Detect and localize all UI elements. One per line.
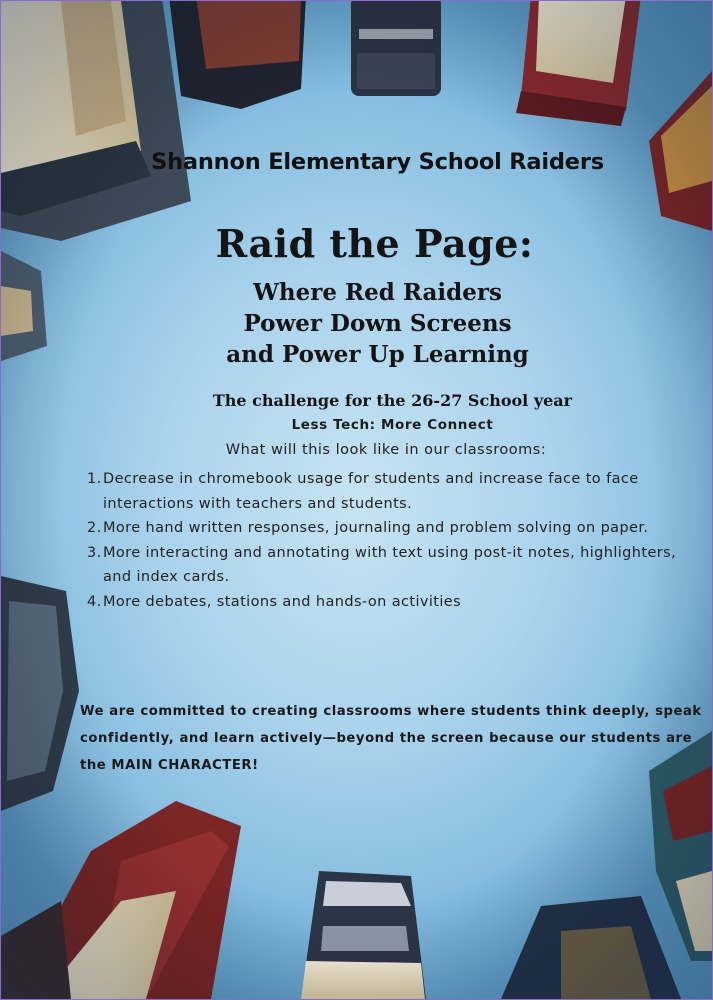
list-item [77,467,692,516]
list-number: 1. [87,471,102,487]
school-name: Shannon Elementary School Raiders [151,149,604,175]
commitment-statement: We are committed to creating classrooms where students think deeply, speak confidently, and learn actively—beyond the screen because our students are the MAIN CHARACTER! [80,704,702,773]
subtitle-line: and Power Up Learning [226,341,529,368]
list-text: More hand written responses, journaling and problem solving on paper. [103,520,649,536]
list-number: 3. [87,544,102,561]
list-number: 2. [87,520,102,536]
flyer-content [1,1,712,999]
list-intro: What will this look like in our classrooms: [225,442,547,458]
challenge-heading: The challenge for the 26-27 School year [212,391,573,410]
subtitle-line: Power Down Screens [243,310,512,337]
list-item [77,516,692,541]
flyer-title: Raid the Page: [215,221,534,266]
list-text: More debates, stations and hands-on activities [103,593,462,610]
list-item [77,590,692,615]
list-text: Decrease in chromebook usage for students and increase face to face interactions with teachers and students. [103,471,639,512]
tagline: Less Tech: More Connect [291,417,494,433]
flyer-subtitle [1,277,713,370]
list-text: More interacting and annotating with text using post-it notes, highlighters, and index cards. [103,544,677,585]
list-item [77,541,692,590]
goals-list [77,467,692,614]
list-number: 4. [87,593,102,610]
subtitle-line: Where Red Raiders [253,279,502,306]
